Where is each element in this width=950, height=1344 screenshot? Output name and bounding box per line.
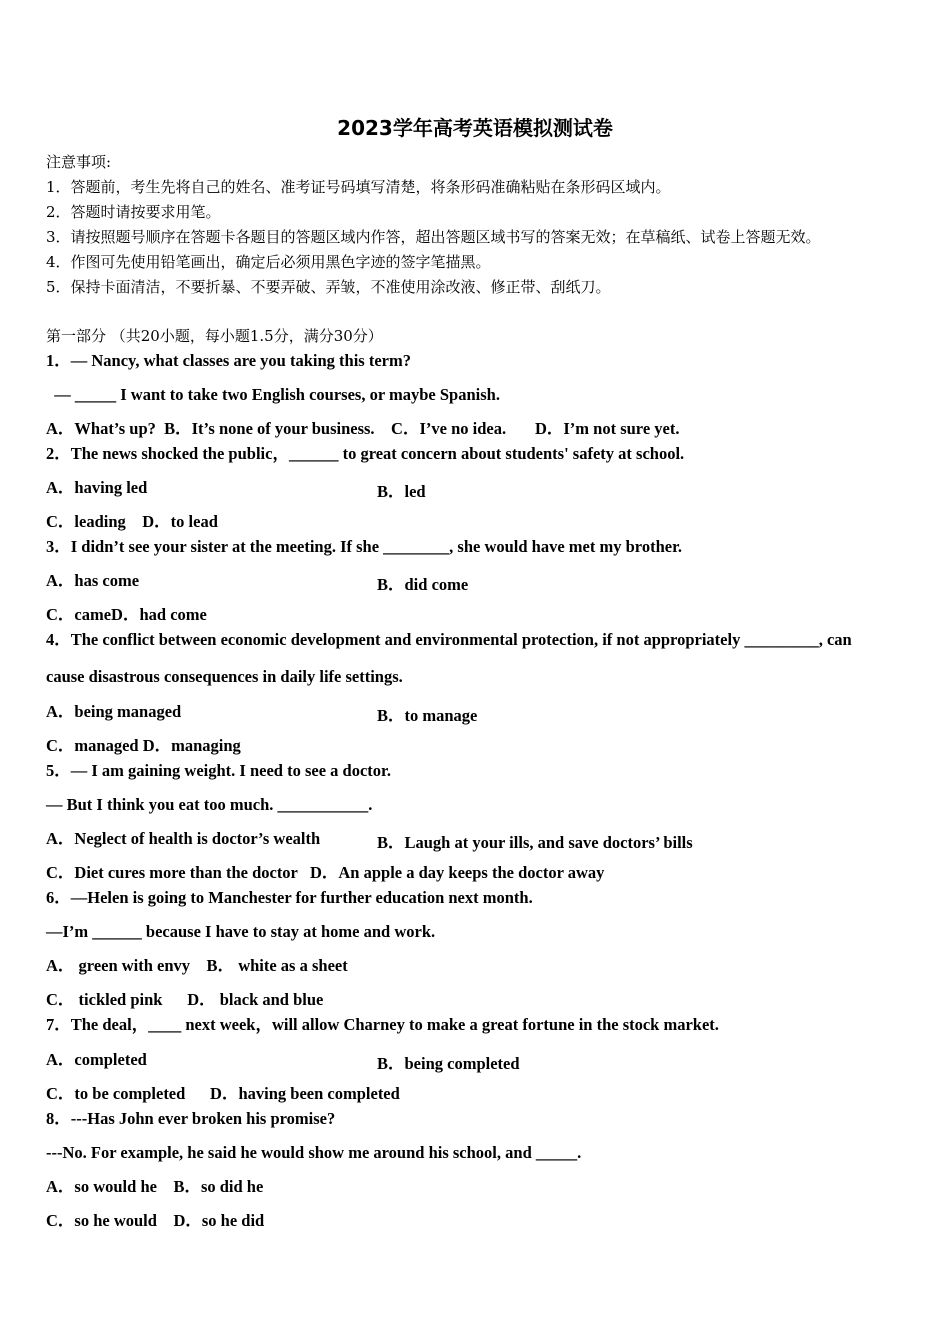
notice-heading: 注意事项:	[46, 153, 112, 171]
notice-item: 2．答题时请按要求用笔。	[46, 203, 221, 221]
option-cd: C．leading D．to lead	[46, 512, 218, 531]
option-ab: A． green with envy B． white as a sheet	[46, 956, 348, 975]
option-a: A．being managed	[46, 702, 182, 721]
question-stem: 3．I didn’t see your sister at the meeting. If she ________, she would have met my brother.	[46, 537, 682, 556]
question-stem: 5．— I am gaining weight. I need to see a doctor.	[46, 761, 391, 780]
option-a: A．completed	[46, 1050, 147, 1069]
question-stem: 1．— Nancy, what classes are you taking this term?	[46, 351, 411, 370]
option-a: A．having led	[46, 478, 148, 497]
question-stem: — _____ I want to take two English courses, or maybe Spanish.	[46, 385, 500, 404]
option-ab: A．so would he B．so did he	[46, 1177, 264, 1196]
option-a: A．has come	[46, 571, 140, 590]
notice-item: 3．请按照题号顺序在答题卡各题目的答题区域内作答，超出答题区域书写的答案无效；在草稿纸、试卷上答题无效。	[46, 228, 821, 246]
option-b: B．Laugh at your ills, and save doctors’ bills	[377, 833, 693, 852]
question-stem: 6．—Helen is going to Manchester for further education next month.	[46, 888, 533, 907]
option-b: B．did come	[377, 575, 469, 594]
option-a: A．Neglect of health is doctor’s wealth	[46, 829, 321, 848]
question-stem: 8．---Has John ever broken his promise?	[46, 1109, 336, 1128]
option-b: B．being completed	[377, 1054, 520, 1073]
question-stem: — But I think you eat too much. ___________.	[46, 795, 373, 814]
question-stem: cause disastrous consequences in daily life settings.	[46, 667, 403, 686]
option-cd: C．managed D．managing	[46, 736, 241, 755]
section-heading: 第一部分 （共20小题，每小题1.5分，满分30分）	[46, 327, 383, 345]
page-title: 2023学年高考英语模拟测试卷	[337, 116, 613, 140]
notice-item: 4．作图可先使用铅笔画出，确定后必须用黑色字迹的签字笔描黑。	[46, 253, 491, 271]
notice-item: 5．保持卡面清洁，不要折暴、不要弄破、弄皱，不准使用涂改液、修正带、刮纸刀。	[46, 278, 611, 296]
question-stem: —I’m ______ because I have to stay at home and work.	[46, 922, 436, 941]
question-stem: ---No. For example, he said he would show me around his school, and _____.	[46, 1143, 582, 1162]
option-b: B．to manage	[377, 706, 478, 725]
question-stem: 2．The news shocked the public，______ to great concern about students' safety at school.	[46, 444, 685, 463]
option-cd: C． tickled pink D． black and blue	[46, 990, 324, 1009]
question-stem: 4．The conflict between economic development and environmental protection, if not appropriately _________, can	[46, 630, 852, 649]
notice-item: 1．答题前，考生先将自己的姓名、准考证号码填写清楚，将条形码准确粘贴在条形码区域内。	[46, 178, 671, 196]
option-cd: C．cameD．had come	[46, 605, 207, 624]
question-stem: 7．The deal，____ next week，will allow Charney to make a great fortune in the stock market.	[46, 1015, 719, 1034]
question-options: A．What’s up? B．It’s none of your business. C．I’ve no idea. D．I’m not sure yet.	[46, 419, 680, 438]
option-cd: C．Diet cures more than the doctor D．An apple a day keeps the doctor away	[46, 863, 605, 882]
option-b: B．led	[377, 482, 426, 501]
option-cd: C．to be completed D．having been completed	[46, 1084, 400, 1103]
option-cd: C．so he would D．so he did	[46, 1211, 265, 1230]
